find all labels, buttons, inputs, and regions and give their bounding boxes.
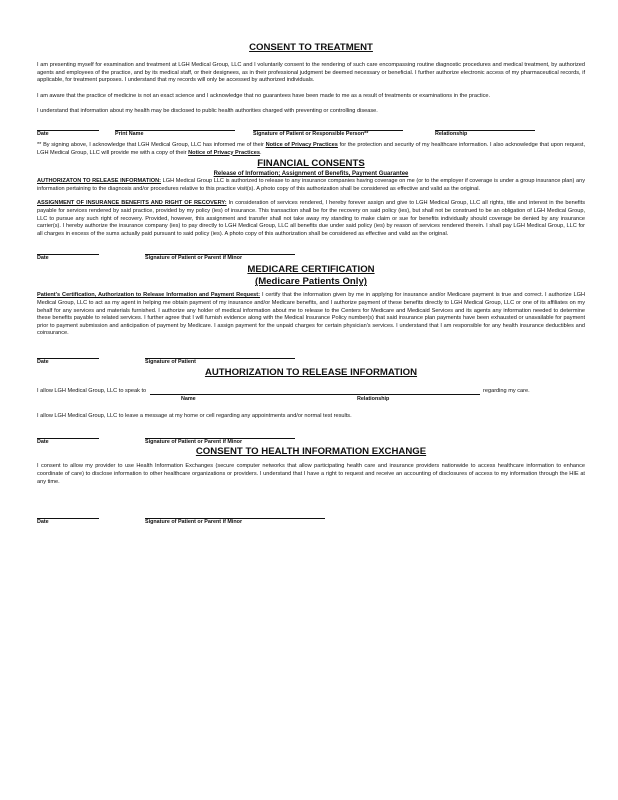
message-permission: I allow LGH Medical Group, LLC to leave a message at my home or cell regarding any appointments and/or normal test results. (37, 412, 352, 419)
speak-to-row (37, 388, 585, 396)
date-label: Date (37, 130, 49, 137)
privacy-note: ** By signing above, I acknowledge that LGH Medical Group, LLC has informed me of their Notice of Privacy Practices for the protection and security of my healthcare information. I also acknowledge that upon request, LGH Medical Group, LLC will provide me with a copy of their Notice of Privacy Practices. (37, 141, 586, 156)
date-label: Date (37, 439, 49, 446)
release-signature-row (37, 434, 585, 448)
print-name-label: Print Name (115, 130, 144, 137)
speak-to-labels (37, 396, 585, 404)
date-label: Date (37, 519, 49, 526)
medicare-heading: Patient's Certification, Authorization to Release Information and Payment Request: (37, 292, 261, 299)
medicare-paragraph: Patient's Certification, Authorization to Release Information and Payment Request: I certify that the information given by me in applying for insurance and/or Medicare payment is true and correct. I authorize LGH Medical Group, LLC to act as my agent in helping me obtain payment of my insurance and/or Medicare benefits, and I authorize payment of these benefits directly to LGH Medical Group, LLC or one of its affiliates on my behalf for any services and materials furnished. I authorize any holder of medical information about me to release to the Centers for Medicare and Medicaid Services and its agents any information needed to determine these benefits payable to related services. I further agree that I will furnish evidence along with the Medical Insurance Policy number(s) that said insurance plan payments have been exhausted or unavailable for payment prior to payment submission and anticipation of payment by Medicare. I assign payment for the unpaid charges for certain physician's services. I understand that I am responsible for any health insurance deductibles and coinsurance. (37, 292, 585, 337)
consent-paragraph-2: I am aware that the practice of medicine is not an exact science and I acknowledge that no guarantees have been made to me as a result of treatments or examinations in the practice. (37, 92, 491, 99)
privacy-notice-link-2[interactable]: Notice of Privacy Practices (188, 149, 260, 156)
speak-to-line[interactable] (150, 394, 480, 395)
name-label: Name (181, 395, 196, 402)
medicare-title: MEDICARE CERTIFICATION (247, 264, 375, 276)
signature-label: Signature of Patient or Parent if Minor (145, 519, 243, 526)
privacy-notice-link[interactable]: Notice of Privacy Practices (265, 141, 338, 148)
consent-paragraph-3: I understand that information about my health may be disclosed to public health authorities charged with preventing or controlling disease. (37, 108, 378, 115)
signature-label: Signature of Patient (145, 358, 196, 365)
consent-form (37, 42, 585, 528)
release-title: AUTHORIZATION TO RELEASE INFORMATION (204, 366, 418, 378)
consent-signature-row (37, 126, 585, 140)
auth-release-heading: AUTHORIZATON TO RELEASE INFORMATION: (37, 178, 162, 185)
relationship-label: Relationship (357, 395, 390, 402)
assignment-paragraph: ASSIGNMENT OF INSURANCE BENEFITS AND RIGHT OF RECOVERY: In consideration of services rendered, I hereby forever assign and give to LGH Medical Group, LLC all rights, title and interest in the benefits payable for services rendered by said practice, provided by my policy (ies) of insurance. This transaction shall be for the recovery on said policy (ies), but shall not be construed to be an obligation of LGH Medical Group, LLC to pursue any such right of recovery. Provided, however, this assignment and transfer shall not take away my standing to make claim or sue for benefits individually should coverage be denied by any insurance carrier(s). I hereby authorize the insurance company (ies) to pay directly to LGH Medical Group, LLC all benefits due under said policy (ies) by reason of services rendered therein. I shall pay LGH Medical Group, LLC for all charges in excess of the sums actually paid pursuant to said policy (ies). A photo copy of this authorization shall be considered as effective and valid as the original. (37, 200, 585, 237)
relationship-label: Relationship (435, 130, 468, 137)
consent-paragraph-1: I am presenting myself for examination and treatment at LGH Medical Group, LLC and I voluntarily consent to the rendering of such care encompassing routine diagnostic procedures and medical treatment, by authorized agents and employees of the practice, and by its medical staff, or their designees, as in their professional judgment be deemed necessary or beneficial. I further authorize electronic access of my pharmaceutical records, if applicable, for treatment purposes. I understand that my records will only be accessed by authorized individuals. (37, 62, 585, 84)
financial-subtitle: Release of Information; Assignment of Benefits, Payment Guarantee (213, 171, 409, 178)
auth-release-paragraph: AUTHORIZATON TO RELEASE INFORMATION: LGH Medical Group LLC is authorized to release to any insurance companies having coverage on me (or to the employer if coverage is under a group insurance plan) any information pertaining to the diagnosis and/or procedures relative to this practice visit(s). A photo copy of this authorization shall be considered as effective and valid as the original. (37, 178, 586, 192)
hie-signature-row (37, 514, 585, 528)
signature-label: Signature of Patient or Parent if Minor (145, 439, 243, 446)
speak-to-suffix: regarding my care. (483, 387, 530, 394)
date-label: Date (37, 255, 49, 262)
date-label: Date (37, 358, 49, 365)
signature-label: Signature of Patient or Parent if Minor (145, 255, 243, 262)
medicare-subtitle: (Medicare Patients Only) (255, 276, 367, 288)
hie-paragraph: I consent to allow my provider to use Health Information Exchanges (secure computer networks that allow participating health care and insurance providers nationwide to access healthcare information to enhance coordinate of care) to disclose information to other healthcare organizations or providers. I understand that I have a right to request and receive an accounting of disclosures of access to my information through the HIE at any time. (37, 463, 585, 485)
consent-title: CONSENT TO TREATMENT (249, 42, 373, 53)
hie-title: CONSENT TO HEALTH INFORMATION EXCHANGE (195, 446, 427, 458)
assignment-heading: ASSIGNMENT OF INSURANCE BENEFITS AND RIGHT OF RECOVERY: (37, 200, 227, 207)
medicare-signature-row (37, 354, 585, 368)
financial-title: FINANCIAL CONSENTS (257, 158, 365, 170)
financial-signature-row (37, 250, 585, 264)
speak-to-prefix: I allow LGH Medical Group, LLC to speak to (37, 387, 147, 394)
signature-label: Signature of Patient or Responsible Person** (253, 130, 369, 137)
